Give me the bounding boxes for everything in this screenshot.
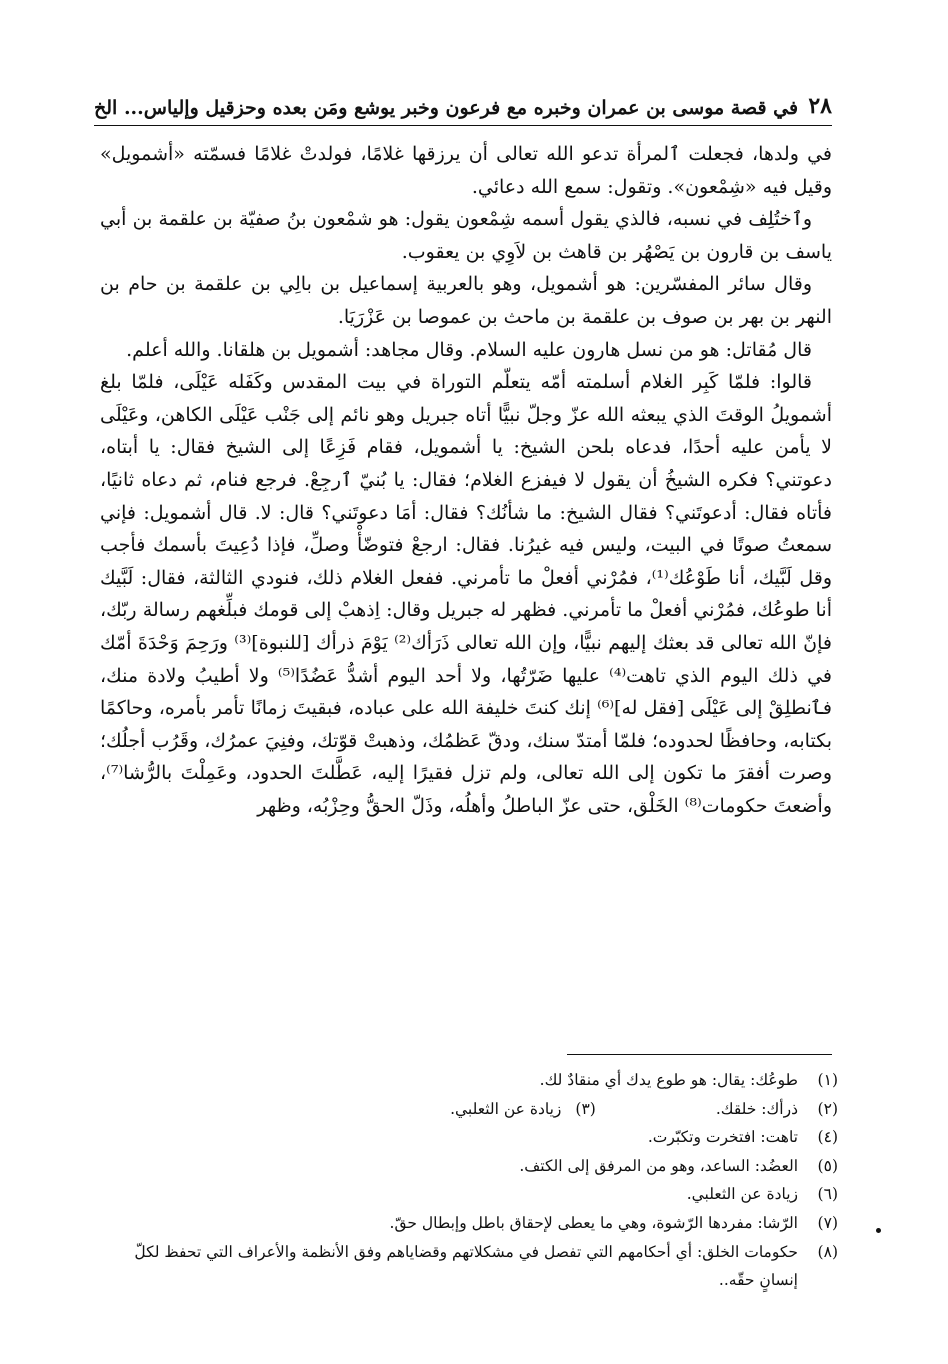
paragraph: وقال سائر المفسّرين: هو أشمويل، وهو بالعربية إسماعيل بن بالِي بن علقمة بن حام بن النهر بن بهر بن صوف بن علقمة بن ماحث بن عموصا بن عَزْرَيَا. — [100, 273, 832, 328]
footnote — [94, 1152, 838, 1181]
footnote — [94, 1180, 838, 1209]
footnote-text: زيادة عن الثعلبي. — [450, 1099, 562, 1118]
footnote — [94, 1123, 838, 1152]
footnote-number: (٦) — [817, 1185, 838, 1204]
margin-dot — [876, 1228, 881, 1233]
paragraph: وٱختُلِف في نسبه، فالذي يقول أسمه شِمْعون يقول: هو شمْعون بنُ صفيّة بن علقمة بن أبي ياسف بن قارون بن يَصْهُر بن قاهث بن لاَوِي بن يعقوب. — [100, 208, 832, 263]
footnote-text: الرّشا: مفردها الرّشوة، وهي ما يعطى لإحقاق باطل وإبطال حقّ. — [389, 1213, 798, 1232]
paragraph: قال مُقاتل: هو من نسل هارون عليه السلام. وقال مجاهد: أشمويل بن هلقانا. والله أعلم. — [126, 338, 812, 361]
footnote-number: (٥) — [817, 1156, 838, 1175]
footnote-number: (١) — [817, 1071, 838, 1089]
footnote — [94, 1095, 838, 1124]
paragraph: قالوا: فلمّا كَبِر الغلام أسلمته أمّه يتعلّم التوراة في بيت المقدس وكَفَله عَيْلَى، فلمّا بلغ أشمويلُ الوقتَ الذي يبعثه الله عزّ وجلّ نبيًّا أتاه جبريل وهو نائم إلى جَنْب عَيْلَى الكاهن، وعَيْلَى لا يأمن عليه أحدًا، فدعاه بلحن الشيخ: يا أشمويل، فقام فَزِعًا إلى الشيخ فقال: يا أبتاه، دعوتني؟ فكره الشيخُ أن يقول لا فيفزع الغلام؛ فقال: يا بُنيّ ٱرجِعْ. فرجع فنام، ثم دعاه ثانيًا، فأتاه فقال: أدعوتَني؟ فقال الشيخ: ما شأنُك؟ فقال: أمَا دعوتَني؟ قال: لا. قال أشمويل: فإني سمعتُ صوتًا في البيت، وليس فيه غيرُنا. فقال: ارجعْ فتوضّأْ وصلِّ، فإذا دُعِيتَ بأسمك فأجب وقل لَبَّيك، أنا طَوْعُك⁽¹⁾، فمُرْني أفعلْ ما تأمرني. ففعل الغلام ذلك، فنودي الثالثة، فقال: لَبَّيك أنا طوعُك، فمُرْني أفعلْ ما تأمرني. فظهر له جبريل وقال: اِذهبْ إلى قومك فبلِّغهم رسالة ربّك، فإنّ الله تعالى قد بعثك إليهم نبيًّا، وإن الله تعالى ذَرَأك⁽²⁾ يَوْمَ ذرأك [للنبوة]⁽³⁾ ورَحِمَ وَحْدَةَ أمّك في ذلك اليوم الذي تاهت⁽⁴⁾ عليها ضَرّتُها، ولا أحد اليوم أشدُّ عَضُدًا⁽⁵⁾ ولا أطيبُ ولادة منك، فٱنطلِقْ إلى عَيْلَى [فقل له]⁽⁶⁾ إنك كنتَ خليفة الله على عباده، فبقيتَ زمانًا تأمر بأمره، وحاكمًا بكتابه، وحافظًا لحدوده؛ فلمّا أمتدّ سنك، ودقّ عَظمُك، وذهبتْ قوّتك، وفنِيَ عمرُك، وقَرُب أجلُك؛ وصرت أفقرَ ما تكون إلى الله تعالى، ولم تزل فقيرًا إليه، عَطَّلتَ الحدود، وعَمِلْتَ بالرُّشا⁽⁷⁾، وأضعتَ حكومات⁽⁸⁾ الخَلْق، حتى عزّ الباطلُ وأهلُه، وذَلّ الحقُّ وحِزْبُه، وظهر — [100, 371, 832, 817]
footnote-number: (٢) — [817, 1099, 838, 1118]
footnote-text: ذرأك: خلقك. — [715, 1099, 798, 1118]
page-number: ٢٨ — [808, 93, 832, 119]
footnote-text: زيادة عن الثعلبي. — [686, 1185, 798, 1204]
footnote-text: حكومات الخلق: أي أحكامهم التي تفصل في مشكلاتهم وقضاياهم وفق الأنظمة والأعراف التي تحفظ لكلّ إنسانٍ حقّه.. — [134, 1242, 798, 1290]
footnote-number: (٨) — [817, 1242, 838, 1261]
paragraph: في ولدها، فجعلت ٱلمرأة تدعو الله تعالى أن يرزقها غلامًا، فولدتْ غلامًا فسمّته «أشمويل» وقيل فيه «شِمْعون». وتقول: سمع الله دعائي. — [100, 143, 832, 198]
footnote-number: (٧) — [817, 1213, 838, 1232]
footnotes — [94, 1066, 838, 1295]
footnote-text: تاهت: افتخرت وتكبّرت. — [647, 1128, 798, 1147]
footnote — [94, 1066, 838, 1095]
footnote-number: (٤) — [817, 1128, 838, 1147]
footnote-text: طوعُك: يقال: هو طوع يدك أي منقادٌ لك. — [539, 1071, 798, 1089]
page-header — [94, 88, 832, 126]
footnote-separator — [567, 1054, 832, 1055]
footnote-number: (٣) — [575, 1099, 596, 1118]
main-text — [100, 138, 832, 822]
footnote-text: العضُد: الساعد، وهو من المرفق إلى الكتف. — [519, 1156, 798, 1175]
footnote — [94, 1209, 838, 1238]
running-title: في قصة موسى بن عمران وخبره مع فرعون وخبر يوشع ومَن بعده وحزقيل وإلياس... الخ — [94, 97, 799, 119]
footnote — [94, 1238, 838, 1295]
